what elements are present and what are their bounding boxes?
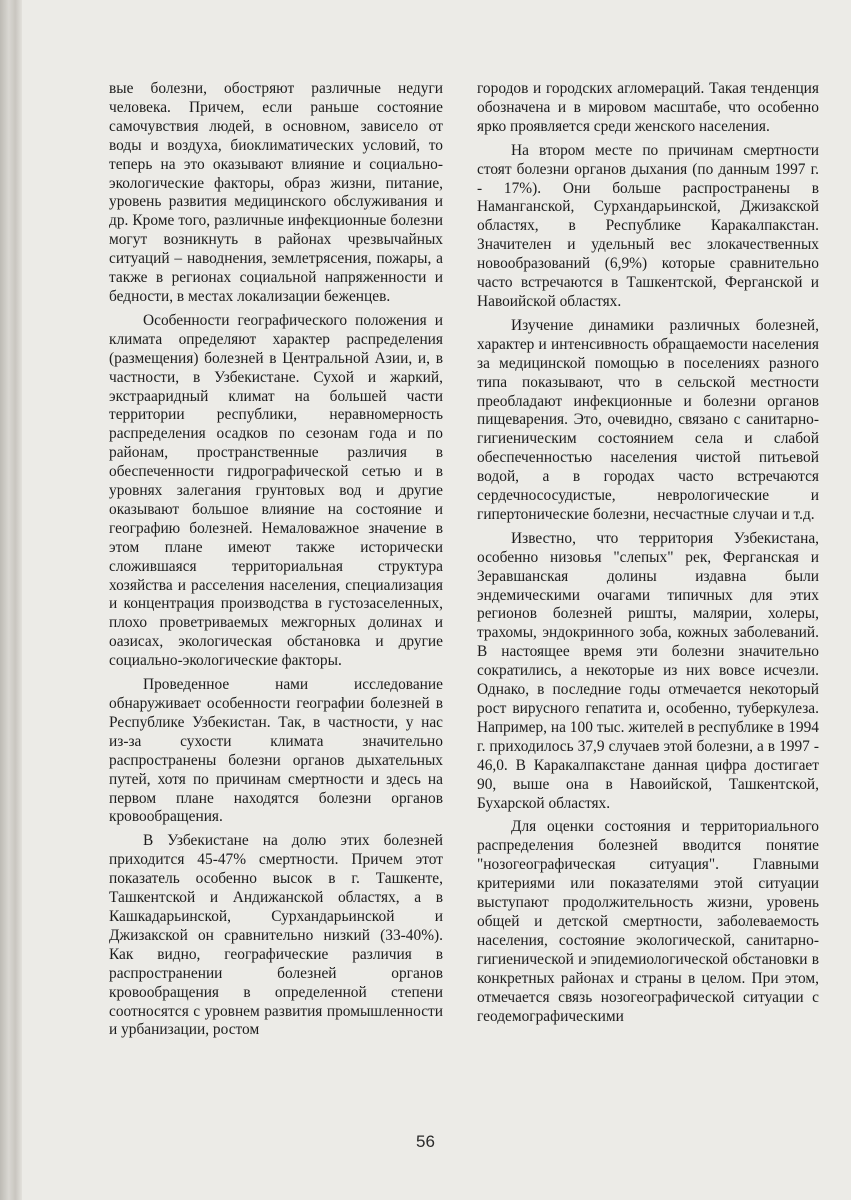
book-page bbox=[22, 0, 851, 1200]
right-column bbox=[477, 80, 819, 1031]
paragraph: вые болезни, обостряют различные недуги человека. Причем, если раньше состояние самочувствия людей, в основном, зависело от воды и воздуха, биоклиматических условий, то теперь на это оказывают влияние и социально-экологические факторы, образ жизни, питание, уровень развития медицинского обслуживания и др. Кроме того, различные инфекционные болезни могут возникнуть в районах чрезвычайных ситуаций – наводнения, землетрясения, пожары, а также в регионах социальной напряженности и бедности, в местах локализации беженцев. bbox=[109, 80, 443, 305]
binding-edge bbox=[0, 0, 22, 1200]
paragraph: Особенности географического положения и климата определяют характер распределения (размещения) болезней в Центральной Азии, и, в частности, в Узбекистане. Сухой и жаркий, экстрааридный климат на большей части территории республики, неравномерность распределения осадков по сезонам года и по районам, пространственные различия в обеспеченности гидрографической сетью и в уровнях залегания грунтовых вод и другие оказывают большое влияние на состояние и географию болезней. Немаловажное значение в этом плане имеют также исторически сложившаяся территориальная структура хозяйства и расселения населения, специализация и концентрация производства в густозаселенных, плохо проветриваемых межгорных долинах и оазисах, экологическая обстановка и другие социально-экологические факторы. bbox=[109, 311, 443, 670]
left-column bbox=[109, 80, 443, 1045]
paragraph: В Узбекистане на долю этих болезней приходится 45-47% смертности. Причем этот показатель особенно высок в г. Ташкенте, Ташкентской и Андижанской областях, а в Кашкадарьинской, Сурхандарьинской и Джизакской он сравнительно низкий (33-40%). Как видно, географические различия в распространении болезней органов кровообращения в определенной степени соотносятся с уровнем развития промышленности и урбанизации, ростом bbox=[109, 832, 443, 1039]
paragraph: На втором месте по причинам смертности стоят болезни органов дыхания (по данным 1997 г. - 17%). Они больше распространены в Наманганской, Сурхандарьинской, Джизакской областях, в Республике Каракалпакстан. Значителен и удельный вес злокачественных новообразований (6,9%) которые сравнительно часто встречаются в Ташкентской, Ферганской и Навоийской областях. bbox=[477, 141, 819, 310]
paragraph: Известно, что территория Узбекистана, особенно низовья "слепых" рек, Ферганская и Зеравшанская долины издавна были эндемическими очагами типичных для этих регионов болезней ришты, малярии, холеры, трахомы, эндокринного зоба, кожных заболеваний. В настоящее время эти болезни значительно сократились, а некоторые из них вовсе исчезли. Однако, в последние годы отмечается некоторый рост вирусного гепатита и, особенно, туберкулеза. Например, на 100 тыс. жителей в республике в 1994 г. приходилось 37,9 случаев этой болезни, а в 1997 - 46,0. В Каракалпакстане данная цифра достигает 90, выше она в Навоийской, Ташкентской, Бухарской областях. bbox=[477, 529, 819, 812]
paragraph: городов и городских агломераций. Такая тенденция обозначена и в мировом масштабе, что особенно ярко проявляется среди женского населения. bbox=[477, 80, 819, 135]
paragraph: Для оценки состояния и территориального распределения болезней вводится понятие "нозогеографическая ситуация". Главными критериями или показателями этой ситуации выступают продолжительность жизни, уровень общей и детской смертности, заболеваемость населения, состояние экологической, санитарно-гигиенической и эпидемиологической обстановки в конкретных районах и страны в целом. При этом, отмечается связь нозогеографической ситуации с геодемографическими bbox=[477, 818, 819, 1025]
page-number: 56 bbox=[416, 1132, 435, 1151]
paragraph: Проведенное нами исследование обнаруживает особенности географии болезней в Республике Узбекистан. Так, в частности, у нас из-за сухости климата значительно распространены болезни органов дыхательных путей, хотя по причинам смертности и здесь на первом плане находятся болезни органов кровообращения. bbox=[109, 676, 443, 826]
paragraph: Изучение динамики различных болезней, характер и интенсивность обращаемости населения за медицинской помощью в поселениях разного типа показывают, что в сельской местности преобладают инфекционные и болезни органов пищеварения. Это, очевидно, связано с санитарно-гигиеническим состоянием села и слабой обеспеченностью населения чистой питьевой водой, а в городах часто встречаются сердечнососудистые, неврологические и гипертонические болезни, несчастные случаи и т.д. bbox=[477, 316, 819, 523]
